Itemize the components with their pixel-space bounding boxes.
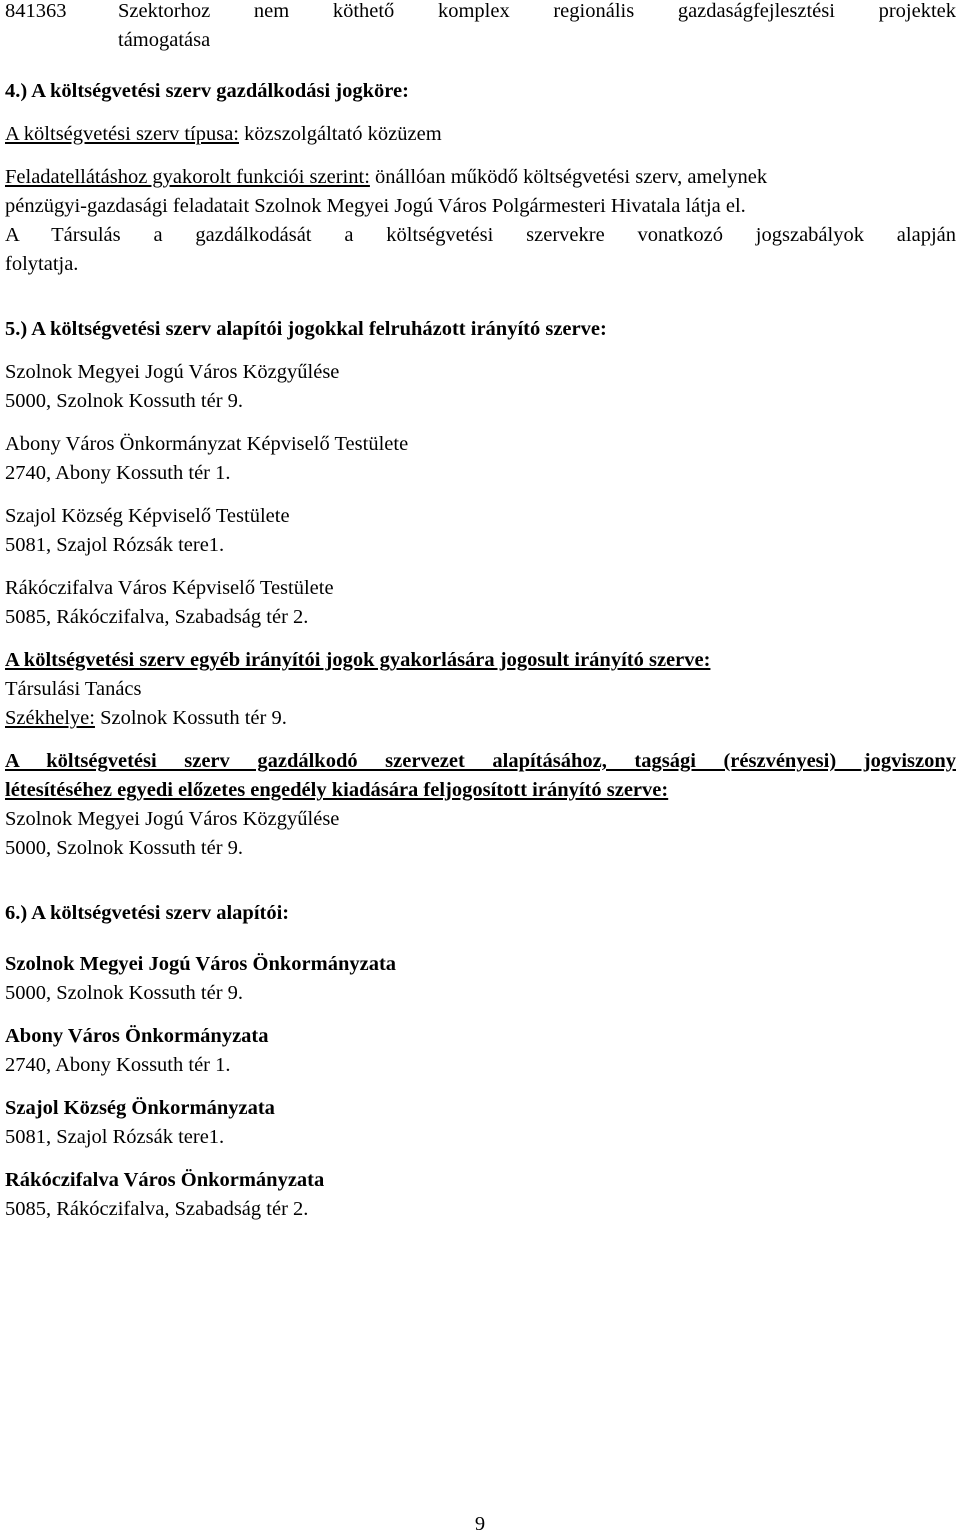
- page-number: 9: [474, 1513, 486, 1535]
- approval-body-address: 5000, Szolnok Kossuth tér 9.: [5, 837, 244, 859]
- activity-code-description: [118, 0, 956, 55]
- governing-body-address: 2740, Abony Kossuth tér 1.: [5, 462, 231, 484]
- activity-code-description-line1: Szektorhoz nem köthető komplex regionális gazdaságfejlesztési projektek: [118, 0, 956, 22]
- founder-name: Rákóczifalva Város Önkormányzata: [5, 1169, 325, 1191]
- document-page: [5, 0, 956, 1224]
- function-value-line2: pénzügyi-gazdasági feladatait Szolnok Megyei Jogú Város Polgármesteri Hivatala látja el.: [5, 195, 746, 217]
- approval-heading-line2: létesítéséhez egyedi előzetes engedély kiadására feljogosított irányító szerve:: [5, 779, 669, 801]
- institution-type: [5, 120, 956, 149]
- approval-heading-line1: A költségvetési szerv gazdálkodó szervezet alapításához, tagsági (részvényesi) jogviszony: [5, 750, 956, 772]
- other-rights-body: Társulási Tanács: [5, 678, 142, 700]
- governing-body-name: Rákóczifalva Város Képviselő Testülete: [5, 577, 334, 599]
- seat-line: [5, 704, 956, 733]
- institution-type-value: közszolgáltató közüzem: [239, 123, 442, 145]
- activity-code-description-line2: támogatása: [118, 29, 211, 51]
- founder-address: 5085, Rákóczifalva, Szabadság tér 2.: [5, 1198, 309, 1220]
- governing-body-address: 5085, Rákóczifalva, Szabadság tér 2.: [5, 606, 309, 628]
- governing-body-name: Szajol Község Képviselő Testülete: [5, 505, 290, 527]
- governing-body-name: Abony Város Önkormányzat Képviselő Testülete: [5, 433, 409, 455]
- section6-heading: 6.) A költségvetési szerv alapítói:: [5, 902, 290, 924]
- function-value-line1: önállóan működő költségvetési szerv, amelynek: [369, 166, 768, 188]
- founder-address: 5081, Szajol Rózsák tere1.: [5, 1126, 225, 1148]
- governing-body-name: Szolnok Megyei Jogú Város Közgyűlése: [5, 361, 340, 383]
- other-rights-heading: A költségvetési szerv egyéb irányítói jogok gyakorlására jogosult irányító szerve:: [5, 649, 711, 671]
- founder-address: 5000, Szolnok Kossuth tér 9.: [5, 982, 244, 1004]
- function-line1: [5, 163, 956, 192]
- activity-code-row: [5, 0, 956, 55]
- founder-address: 2740, Abony Kossuth tér 1.: [5, 1054, 231, 1076]
- function-label: Feladatellátáshoz gyakorolt funkciói szerint:: [5, 166, 370, 188]
- founder-name: Abony Város Önkormányzata: [5, 1025, 269, 1047]
- section5-heading: 5.) A költségvetési szerv alapítói jogokkal felruházott irányító szerve:: [5, 318, 607, 340]
- seat-label: Székhelye:: [5, 707, 95, 729]
- founder-name: Szajol Község Önkormányzata: [5, 1097, 275, 1119]
- section4-heading: 4.) A költségvetési szerv gazdálkodási jogköre:: [5, 80, 409, 102]
- institution-type-label: A költségvetési szerv típusa:: [5, 123, 239, 145]
- approval-body-name: Szolnok Megyei Jogú Város Közgyűlése: [5, 808, 340, 830]
- association-line1: A Társulás a gazdálkodását a költségvetési szervekre vonatkozó jogszabályok alapján: [5, 224, 956, 246]
- association-line2: folytatja.: [5, 253, 79, 275]
- governing-body-address: 5000, Szolnok Kossuth tér 9.: [5, 390, 244, 412]
- founder-name: Szolnok Megyei Jogú Város Önkormányzata: [5, 953, 397, 975]
- seat-value: Szolnok Kossuth tér 9.: [94, 707, 287, 729]
- governing-body-address: 5081, Szajol Rózsák tere1.: [5, 534, 225, 556]
- activity-code-number: 841363: [5, 0, 67, 22]
